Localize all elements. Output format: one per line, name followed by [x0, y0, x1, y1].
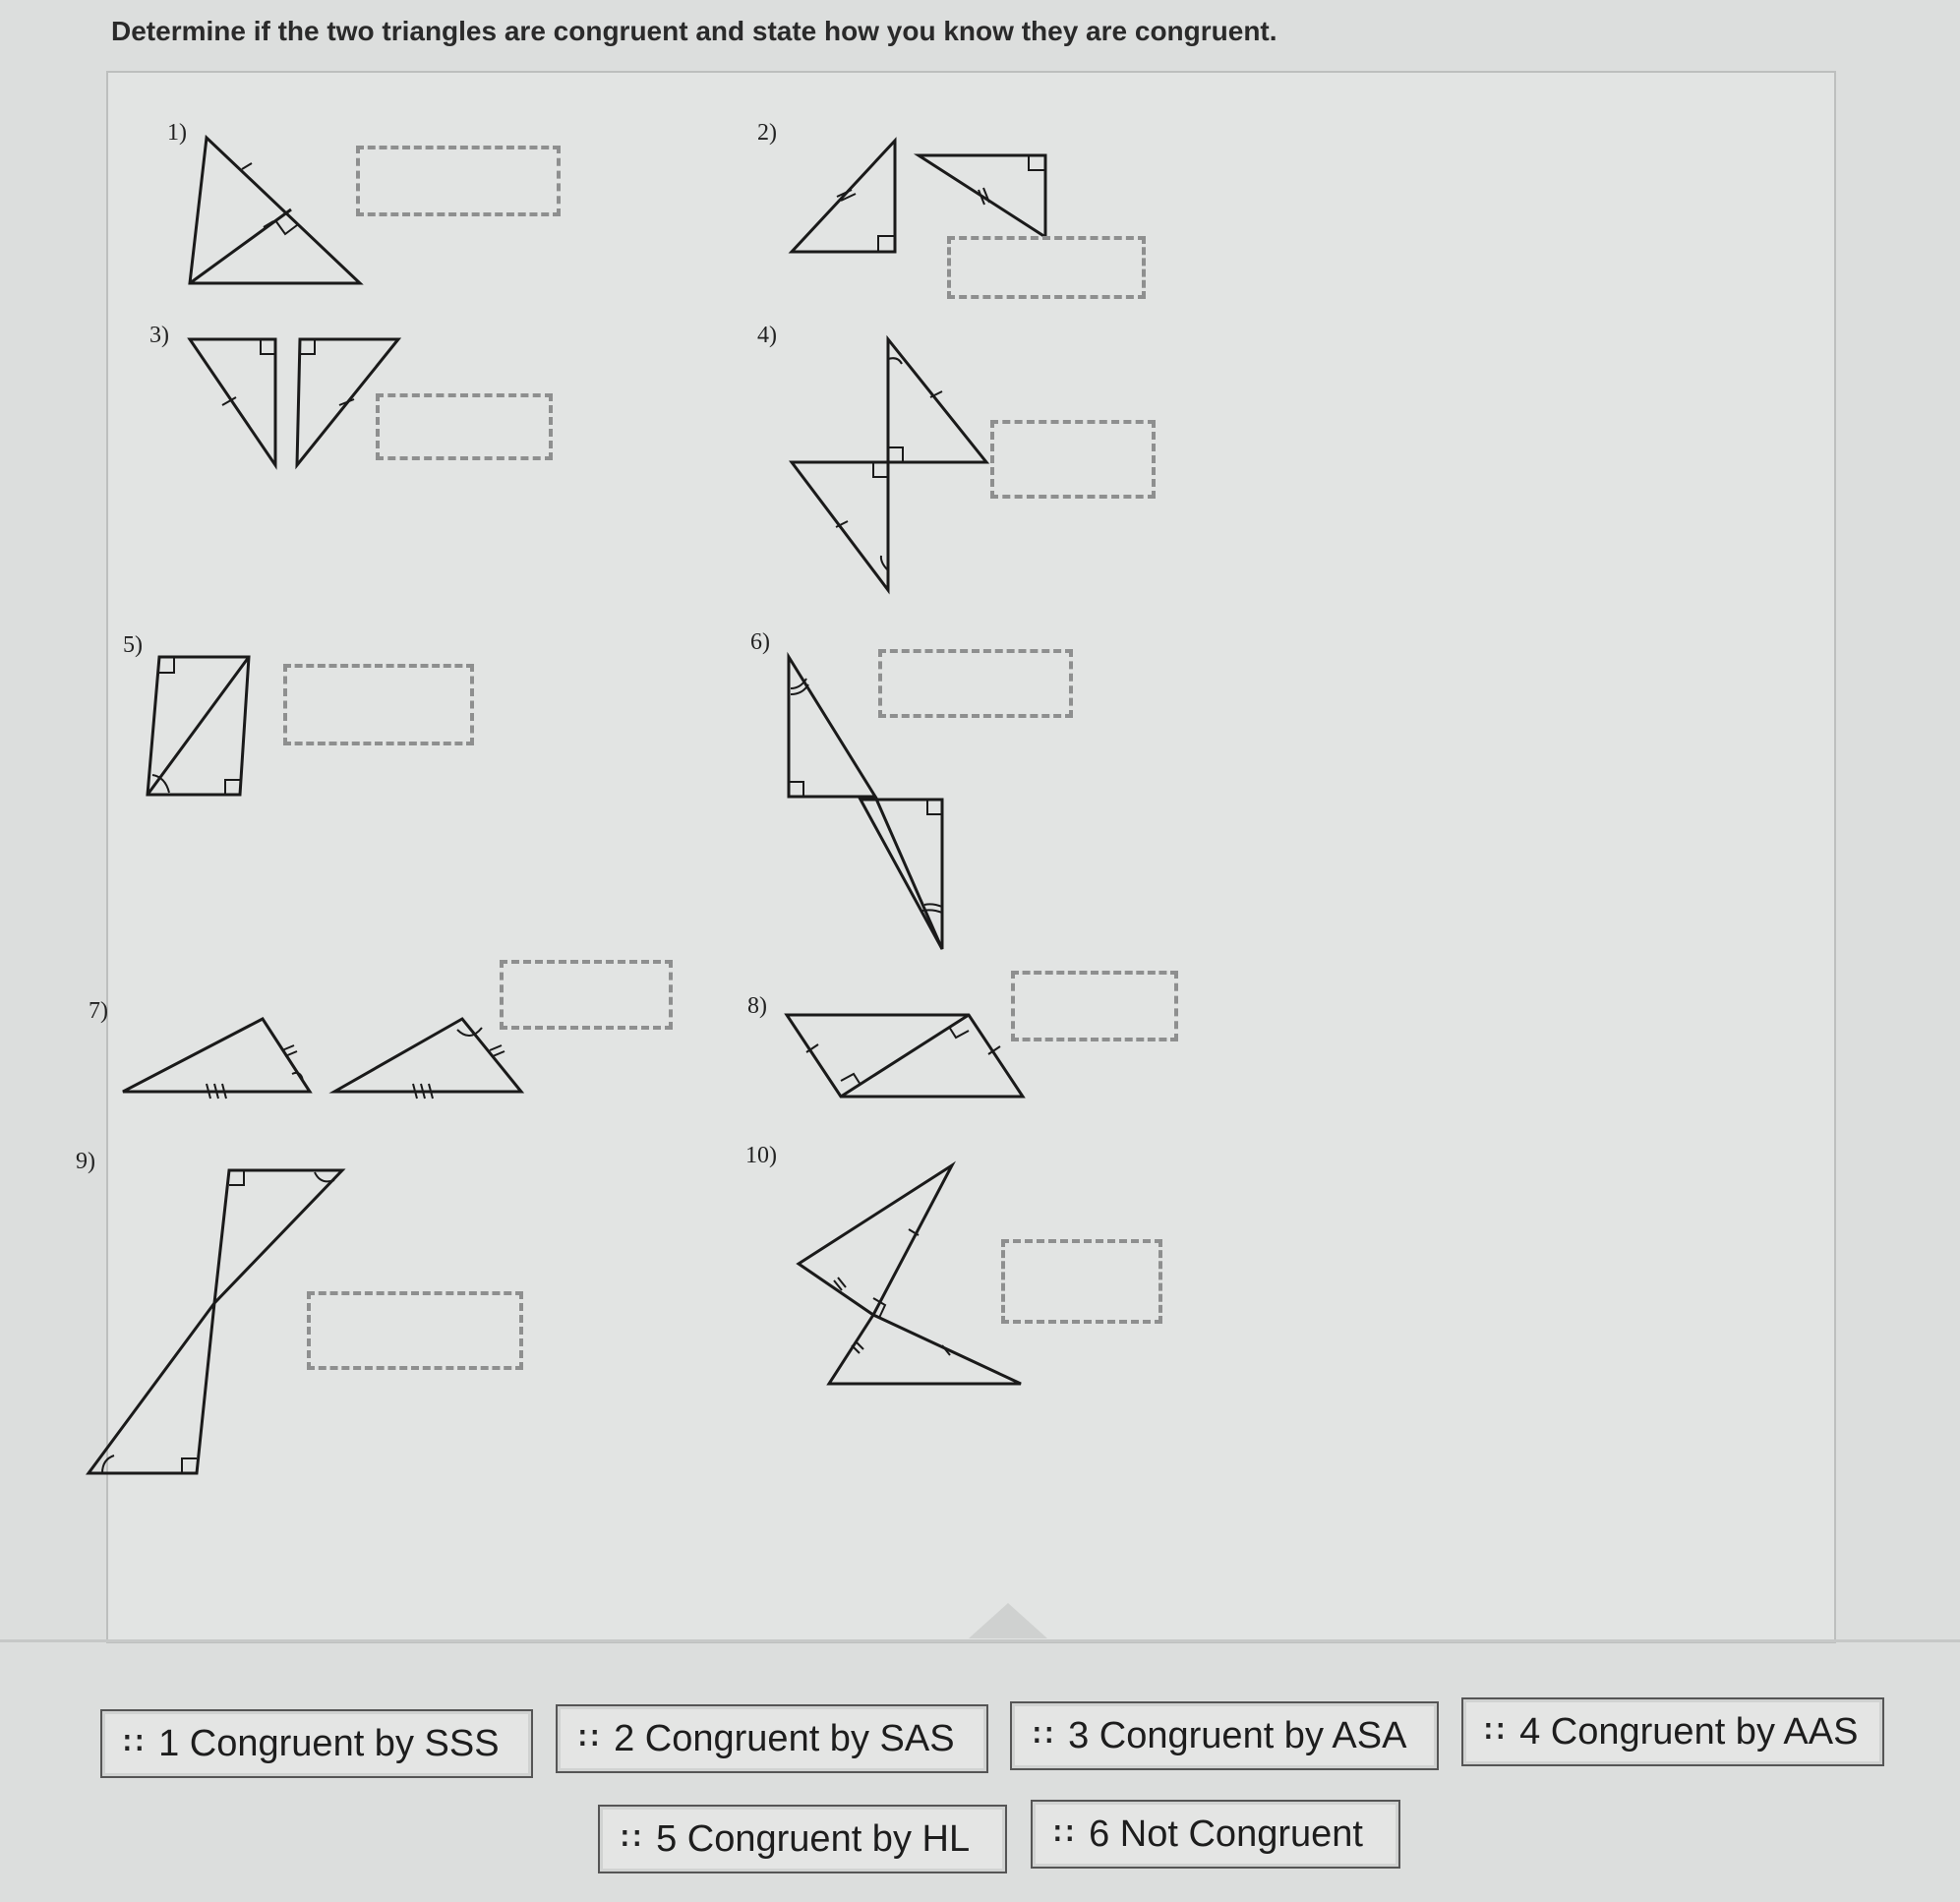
drag-grip-icon: ∷ — [1054, 1817, 1072, 1851]
diagram-8 — [787, 1015, 1023, 1097]
drop-zone-6[interactable] — [878, 649, 1073, 718]
drop-zone-4[interactable] — [990, 420, 1156, 499]
option-number: 6 — [1089, 1813, 1110, 1855]
drag-grip-icon: ∷ — [579, 1722, 597, 1755]
option-label: Congruent by SSS — [189, 1722, 500, 1764]
option-not-congruent[interactable] — [1031, 1800, 1400, 1869]
drop-zone-10[interactable] — [1001, 1239, 1162, 1324]
option-congruent-hl[interactable] — [598, 1805, 1007, 1873]
drag-grip-icon: ∷ — [1034, 1719, 1051, 1753]
diagram-5 — [148, 657, 249, 795]
problem-label-8: 8) — [747, 993, 767, 1019]
option-number: 5 — [656, 1817, 678, 1860]
diagram-1 — [190, 138, 360, 283]
drop-zone-5[interactable] — [283, 664, 474, 745]
problem-label-10: 10) — [745, 1143, 777, 1168]
drop-zone-2[interactable] — [947, 236, 1146, 299]
option-number: 1 — [158, 1722, 180, 1764]
diagram-7 — [123, 1019, 521, 1099]
problem-label-9: 9) — [76, 1149, 95, 1174]
drag-grip-icon: ∷ — [124, 1727, 142, 1760]
drop-zone-3[interactable] — [376, 393, 553, 460]
option-label: Not Congruent — [1119, 1813, 1363, 1855]
problem-label-6: 6) — [750, 629, 770, 655]
option-congruent-aas[interactable] — [1461, 1697, 1884, 1766]
panel-divider — [0, 1639, 1960, 1642]
diagram-3 — [190, 339, 398, 465]
drag-grip-icon: ∷ — [1485, 1715, 1503, 1749]
option-label: Congruent by SAS — [644, 1717, 955, 1759]
option-label: Congruent by ASA — [1099, 1714, 1407, 1756]
drop-zone-1[interactable] — [356, 146, 561, 216]
option-label: Congruent by AAS — [1550, 1710, 1859, 1753]
option-number: 2 — [614, 1717, 635, 1759]
problem-label-5: 5) — [123, 632, 143, 658]
option-congruent-sss[interactable] — [100, 1709, 533, 1778]
drop-zone-8[interactable] — [1011, 971, 1178, 1041]
problem-label-1: 1) — [167, 120, 187, 146]
option-congruent-sas[interactable] — [556, 1704, 988, 1773]
option-label: Congruent by HL — [686, 1817, 971, 1860]
option-number: 3 — [1068, 1714, 1090, 1756]
diagram-10 — [799, 1165, 1021, 1384]
drop-zone-9[interactable] — [307, 1291, 523, 1370]
option-congruent-asa[interactable] — [1010, 1701, 1439, 1770]
drop-zone-7[interactable] — [500, 960, 673, 1030]
option-number: 4 — [1519, 1710, 1541, 1753]
problem-label-7: 7) — [89, 998, 108, 1024]
problem-label-3: 3) — [149, 323, 169, 348]
instruction-text: Determine if the two triangles are congruent and state how you know they are congruent. — [111, 16, 1277, 46]
problem-label-2: 2) — [757, 120, 777, 146]
diagram-4 — [792, 339, 986, 590]
resize-handle-icon[interactable] — [969, 1603, 1047, 1638]
diagram-9 — [89, 1170, 342, 1473]
drag-grip-icon: ∷ — [622, 1822, 639, 1856]
problem-label-4: 4) — [757, 323, 777, 348]
